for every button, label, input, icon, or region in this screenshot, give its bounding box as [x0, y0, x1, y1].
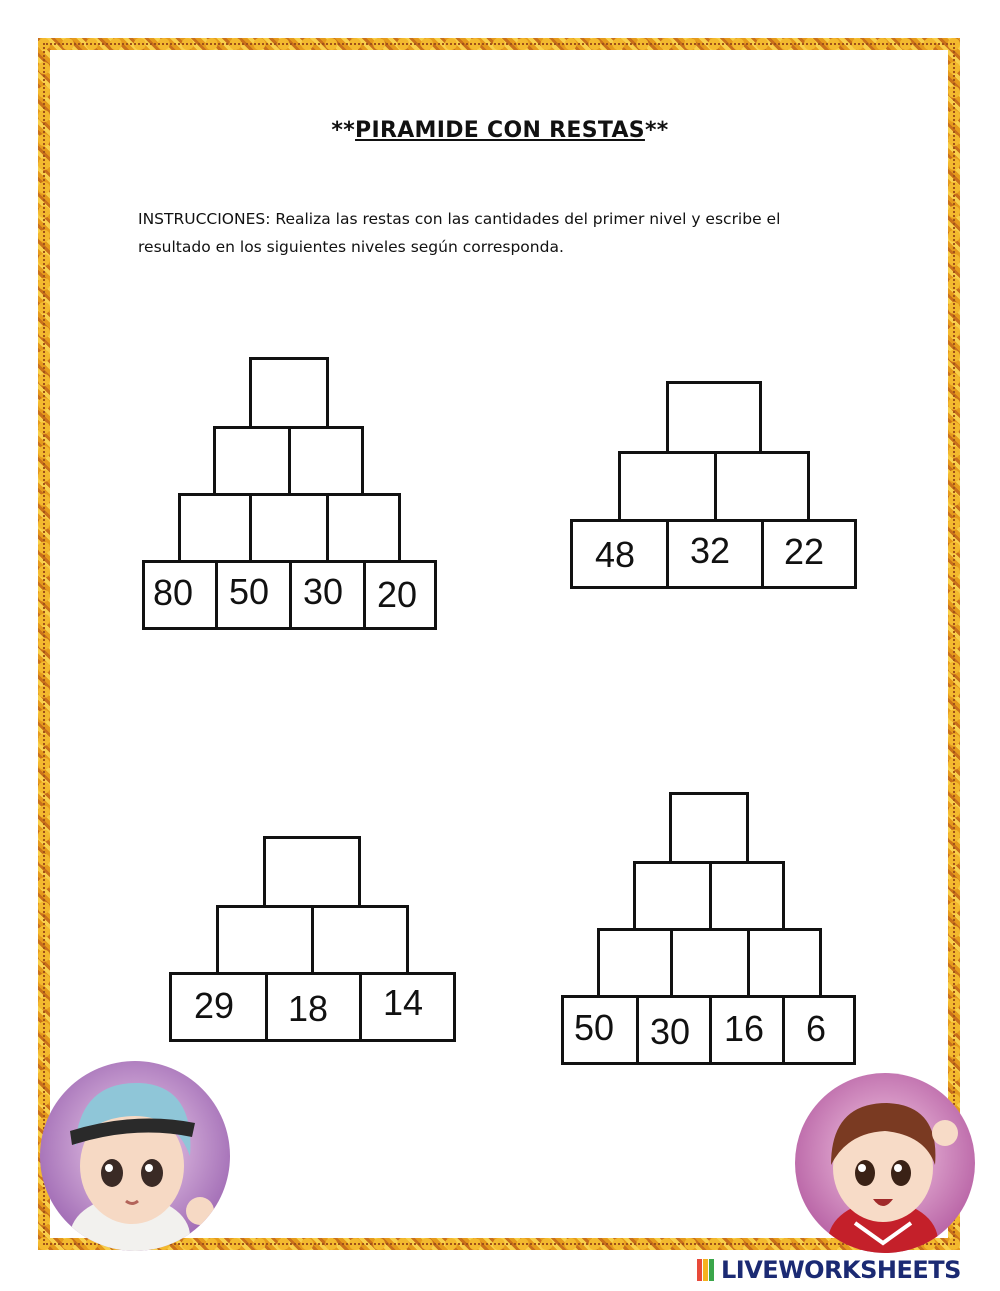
character-illustration-left: [40, 1061, 230, 1251]
base-number: 50: [574, 1007, 615, 1048]
base-number: 32: [690, 530, 731, 571]
answer-box[interactable]: [311, 905, 409, 975]
answer-box[interactable]: [618, 451, 717, 522]
liveworksheets-logo: [697, 1255, 961, 1285]
title-prefix: **: [331, 118, 356, 143]
answer-box[interactable]: [216, 905, 314, 975]
answer-box[interactable]: [669, 792, 749, 864]
base-number: 16: [724, 1008, 765, 1049]
answer-box[interactable]: [597, 928, 673, 998]
character-illustration-right: [795, 1073, 975, 1253]
base-number: 50: [229, 571, 270, 612]
base-number: 22: [784, 531, 825, 572]
answer-box[interactable]: [709, 861, 785, 931]
instructions-line-1: INSTRUCCIONES: Realiza las restas con las cantidades del primer nivel y escribe el: [138, 210, 781, 228]
title-text: PIRAMIDE CON RESTAS: [355, 118, 645, 143]
character-left-icon: [40, 1061, 230, 1251]
instructions: [138, 205, 868, 261]
instructions-line-2: resultado en los siguientes niveles según corresponda.: [138, 238, 564, 256]
base-number: 14: [383, 982, 424, 1023]
base-number: 48: [595, 534, 636, 575]
character-right-icon: [795, 1073, 975, 1253]
base-number: 30: [650, 1011, 691, 1052]
answer-box[interactable]: [747, 928, 822, 998]
answer-box[interactable]: [178, 493, 252, 563]
title-suffix: **: [644, 118, 669, 143]
liveworksheets-logo-icon: [697, 1259, 717, 1281]
answer-box[interactable]: [666, 381, 762, 454]
answer-box[interactable]: [213, 426, 291, 496]
answer-box[interactable]: [249, 493, 329, 563]
liveworksheets-text: LIVEWORKSHEETS: [721, 1256, 961, 1284]
base-number: 6: [806, 1008, 827, 1049]
base-number: 80: [153, 572, 194, 613]
answer-box[interactable]: [714, 451, 810, 522]
base-number: 18: [288, 988, 329, 1029]
base-number: 20: [377, 574, 418, 615]
base-number: 30: [303, 571, 344, 612]
page-title: [0, 118, 1000, 143]
answer-box[interactable]: [633, 861, 712, 931]
answer-box[interactable]: [326, 493, 401, 563]
answer-box[interactable]: [249, 357, 329, 429]
base-number: 29: [194, 985, 235, 1026]
answer-box[interactable]: [288, 426, 364, 496]
answer-box[interactable]: [670, 928, 750, 998]
answer-box[interactable]: [263, 836, 361, 908]
